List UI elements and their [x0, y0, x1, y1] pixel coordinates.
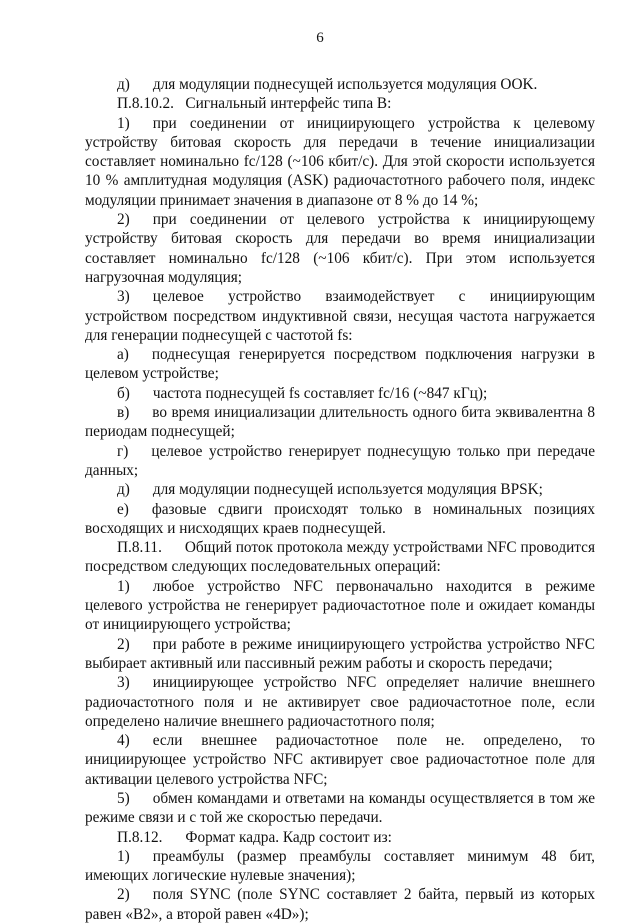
list-item-1-preamble: 1) преамбулы (размер преамбулы составляет минимум 48 бит, имеющих логические нулевые значения);	[85, 847, 595, 885]
list-item-1-target-mode: 1) любое устройство NFC первоначально находится в режиме целевого устройства не генерирует радиочастотное поле и ожидает команды от инициирующего устройства;	[85, 577, 595, 634]
list-item-v-bit-duration: в) во время инициализации длительность одного бита эквивалентна 8 периодам поднесущей;	[85, 404, 595, 441]
list-item-3-field-detect: 3) инициирующее устройство NFC определяет наличие внешнего радиочастотного поля и не активирует свое радиочастотное поле, если определено наличие внешнего радиочастотного поля;	[85, 674, 595, 730]
list-item-e-phase-shifts: е) фазовые сдвиги происходят только в номинальных позициях восходящих и нисходящих краев поднесущей.	[85, 500, 595, 537]
list-item-3-inductive-coupling: 3) целевое устройство взаимодействует с инициирующим устройством посредством индуктивной связи, несущая частота нагружается для генерации поднесущей с частотой fs:	[85, 288, 595, 344]
list-item-1-initiator-to-target: 1) при соединении от инициирующего устройства к целевому устройству битовая скорость для передачи в течение инициализации составляет номинально fc/128 (~106 кбит/с). Для этой скорости используется 10 % амплитудная модуляция (ASK) радиочастотного рабочего поля, индекс модуляции принимает значения в диапазоне от 8 % до 14 %;	[85, 114, 595, 209]
list-item-2-target-to-initiator: 2) при соединении от целевого устройства к инициирующему устройству битовая скорость для передачи во время инициализации составляет номинально fc/128 (~106 кбит/с). При этом используется нагрузочная модуляция;	[85, 211, 595, 286]
list-item-2-sync: 2) поля SYNC (поле SYNC составляет 2 байта, первый из которых равен «B2», а второй равен «4D»);	[85, 886, 595, 923]
list-item-g-transmit: г) целевое устройство генерирует поднесущую только при передаче данных;	[85, 442, 595, 479]
list-item-d-bpsk: д) для модуляции поднесущей используется модуляция BPSK;	[117, 481, 543, 499]
heading-p-8-11: П.8.11. Общий поток протокола между устройствами NFC проводится посредством следующих последовательных операций:	[85, 539, 595, 576]
list-item-4-field-activate: 4) если внешнее радиочастотное поле не. определено, то инициирующее устройство NFC активирует свое радиочастотное поле для активации целевого устройства NFC;	[85, 732, 595, 788]
list-item-a-subcarrier: а) поднесущая генерируется посредством подключения нагрузки в целевом устройстве;	[85, 346, 595, 383]
list-item-b-frequency: б) частота поднесущей fs составляет fc/16 (~847 кГц);	[117, 384, 488, 402]
heading-p-8-10-2: П.8.10.2. Сигнальный интерфейс типа В:	[117, 95, 392, 113]
list-item-5-exchange: 5) обмен командами и ответами на команды осуществляется в том же режиме связи и с той же скоростью передачи.	[85, 789, 595, 827]
list-item-2-mode-select: 2) при работе в режиме инициирующего устройства устройство NFC выбирает активный или пассивный режим работы и скорость передачи;	[85, 635, 595, 672]
body-text	[85, 75, 595, 924]
paragraph-ook: д) для модуляции поднесущей используется модуляция OOK.	[117, 76, 538, 93]
heading-p-8-12: П.8.12. Формат кадра. Кадр состоит из:	[117, 828, 392, 846]
page-number: 6	[316, 30, 324, 46]
